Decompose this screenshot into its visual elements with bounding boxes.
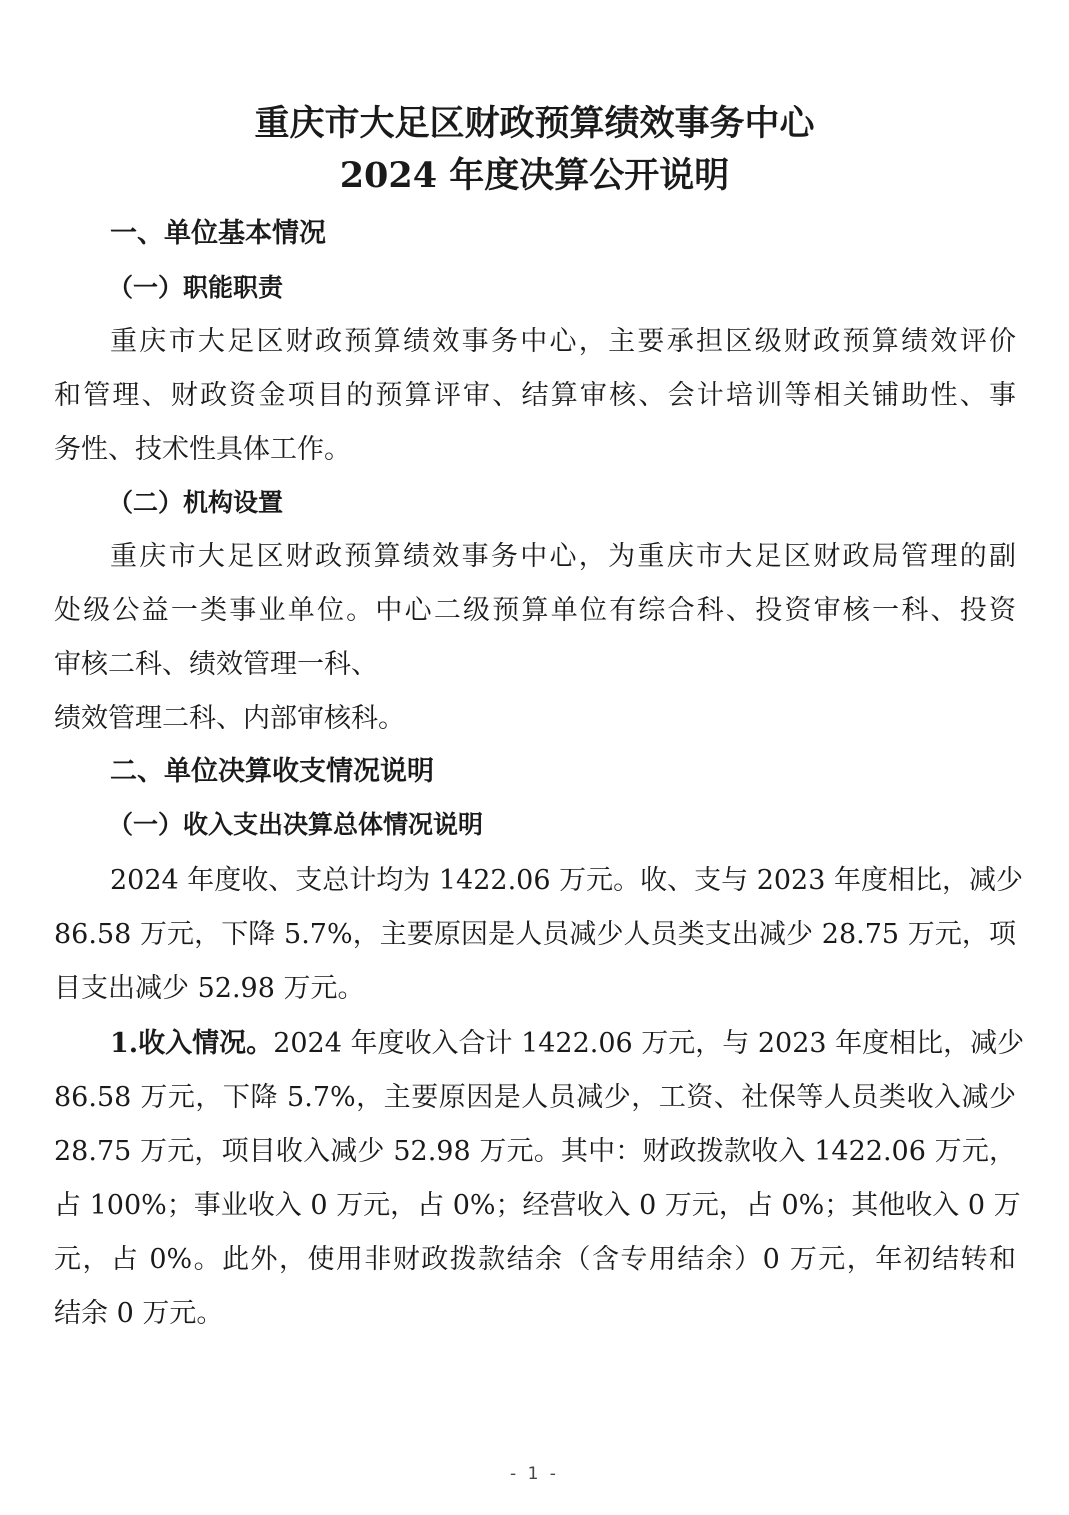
page-number: - 1 - bbox=[510, 1464, 559, 1484]
paragraph-line bbox=[110, 1027, 1025, 1061]
subsection-heading: （二）机构设置 bbox=[108, 488, 284, 517]
paragraph-line: 86.58 万元，下降 5.7%，主要原因是人员减少人员类支出减少 28.75 万元，项 bbox=[54, 919, 1016, 950]
paragraph-line: 2024 年度收、支总计均为 1422.06 万元。收、支与 2023 年度相比，减少 bbox=[110, 865, 1023, 896]
paragraph-line: 审核二科、绩效管理一科、 bbox=[54, 649, 378, 680]
document-title: 重庆市大足区财政预算绩效事务中心 bbox=[254, 103, 815, 144]
paragraph-line: 重庆市大足区财政预算绩效事务中心，主要承担区级财政预算绩效评价 bbox=[110, 326, 1016, 357]
paragraph-line: 处级公益一类事业单位。中心二级预算单位有综合科、投资审核一科、投资 bbox=[54, 595, 1016, 626]
income-label: 1.收入情况。 bbox=[110, 1028, 274, 1059]
paragraph-line: 28.75 万元，项目收入减少 52.98 万元。其中：财政拨款收入 1422.06 万元， bbox=[54, 1136, 1016, 1167]
paragraph-line: 占 100%；事业收入 0 万元，占 0%；经营收入 0 万元，占 0%；其他收入 0 万 bbox=[54, 1190, 1021, 1221]
paragraph-line: 目支出减少 52.98 万元。 bbox=[54, 973, 365, 1004]
subsection-heading: （一）收入支出决算总体情况说明 bbox=[108, 810, 484, 839]
subsection-heading: （一）职能职责 bbox=[108, 273, 284, 302]
document-subtitle: 2024 年度决算公开说明 bbox=[339, 155, 730, 196]
income-text: 2024 年度收入合计 1422.06 万元，与 2023 年度相比，减少 bbox=[273, 1028, 1025, 1059]
paragraph-line: 重庆市大足区财政预算绩效事务中心，为重庆市大足区财政局管理的副 bbox=[110, 541, 1016, 572]
section-heading: 一、单位基本情况 bbox=[110, 218, 326, 249]
paragraph-line: 和管理、财政资金项目的预算评审、结算审核、会计培训等相关铺助性、事 bbox=[54, 380, 1016, 411]
section-heading: 二、单位决算收支情况说明 bbox=[110, 756, 434, 787]
paragraph-line: 结余 0 万元。 bbox=[54, 1298, 224, 1329]
paragraph-line: 86.58 万元，下降 5.7%，主要原因是人员减少，工资、社保等人员类收入减少 bbox=[54, 1082, 1016, 1113]
paragraph-line: 元，占 0%。此外，使用非财政拨款结余（含专用结余）0 万元，年初结转和 bbox=[54, 1244, 1016, 1275]
paragraph-line: 绩效管理二科、内部审核科。 bbox=[54, 703, 405, 734]
paragraph-line: 务性、技术性具体工作。 bbox=[54, 434, 351, 465]
